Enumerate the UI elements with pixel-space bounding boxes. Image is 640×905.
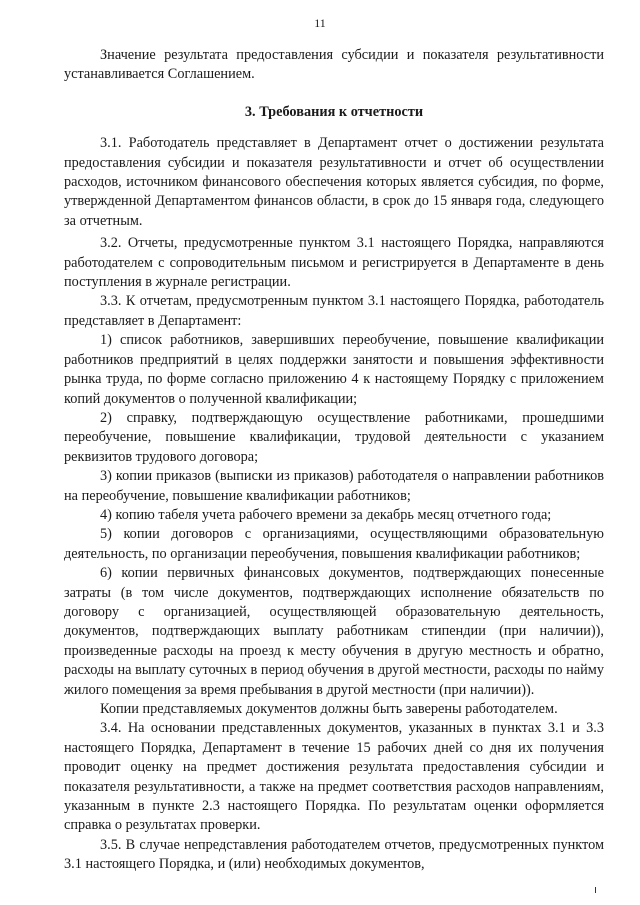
paragraph-3-4: 3.4. На основании представленных документов, указанных в пунктах 3.1 и 3.3 настоящего Порядка, Департамент в течение 15 рабочих дней со дня их получения проводит оценку на предмет достижения результата предоставления субсидии и показателя результативности, а также на предмет соответствия расходов направлениям, указанным в пункте 2.3 настоящего Порядка. По результатам оценки оформляется справка о результатах проверки. <box>64 720 604 834</box>
intro-paragraph: Значение результата предоставления субсидии и показателя результативности устанавливается Соглашением. <box>64 47 604 83</box>
page-number: 11 <box>314 16 326 30</box>
scan-mark <box>595 887 596 893</box>
paragraph-3-1: 3.1. Работодатель представляет в Департамент отчет о достижении результата предоставления субсидии и показателя результативности и отчет об осуществлении расходов, источником финансового обеспечения которых является субсидия, по форме, утвержденной Департаментом финансов области, в срок до 15 января года, следующего за отчетным. <box>64 135 604 229</box>
paragraph-3-5: 3.5. В случае непредставления работодателем отчетов, предусмотренных пунктом 3.1 настоящего Порядка, и (или) необходимых документов, <box>64 836 604 873</box>
list-item-2: 2) справку, подтверждающую осуществление работниками, прошедшими переобучение, повышение квалификации, трудовой деятельности с указанием реквизитов трудового договора; <box>64 409 604 465</box>
list-item-6: 6) копии первичных финансовых документов, подтверждающих понесенные затраты (в том числе документов, подтверждающих исполнение обязательств по договору с организацией, осуществляющей образовательную деятельность, документов, подтверждающих выплату работникам стипендии (при наличии)), произведенные расходы на проезд к месту обучения в другую местность и обратно, расходы на выплату суточных в период обучения в другой местности, расходы по найму жилого помещения за время пребывания в другой местности (при наличии)). <box>64 565 604 698</box>
list-item-4: 4) копию табеля учета рабочего времени за декабрь месяц отчетного года; <box>100 506 552 523</box>
list-item-3: 3) копии приказов (выписки из приказов) работодателя о направлении работников на переобучение, повышение квалификации работников; <box>64 468 604 504</box>
paragraph-3-2: 3.2. Отчеты, предусмотренные пунктом 3.1 настоящего Порядка, направляются работодателем с сопроводительным письмом и регистрируется в Департаменте в день поступления в журнале регистрации. <box>64 235 604 291</box>
certification-paragraph: Копии представляемых документов должны быть заверены работодателем. <box>100 701 558 717</box>
document-body <box>64 46 604 875</box>
list-item-5: 5) копии договоров с организациями, осуществляющими образовательную деятельность, по организации переобучения, повышения квалификации работников; <box>64 526 604 562</box>
section-title: 3. Требования к отчетности <box>244 103 424 120</box>
list-item-1: 1) список работников, завершивших переобучение, повышение квалификации работников предприятий в целях поддержки занятости и повышения эффективности рынка труда, по форме согласно приложению 4 к настоящему Порядку с приложением копий документов о полученной квалификации; <box>64 332 604 407</box>
paragraph-3-3: 3.3. К отчетам, предусмотренным пунктом 3.1 настоящего Порядка, работодатель представляет в Департамент: <box>64 293 604 329</box>
